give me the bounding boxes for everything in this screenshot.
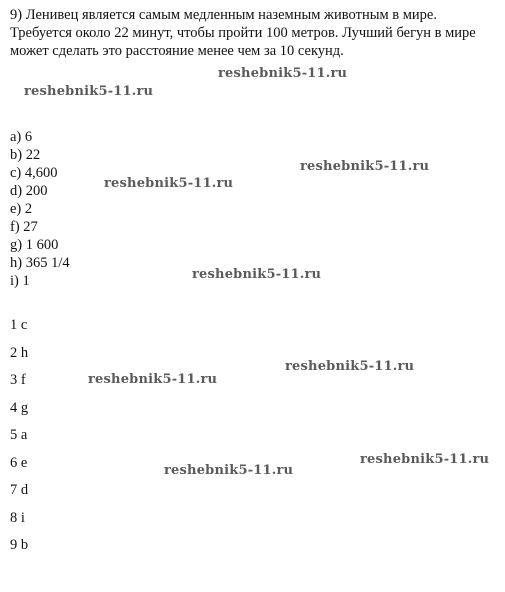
answer-item: 2 h	[10, 344, 29, 361]
option-item: d) 200	[10, 183, 48, 199]
watermark: reshebnik5-11.ru	[164, 463, 294, 478]
option-item: f) 27	[10, 219, 38, 235]
answer-item: 1 c	[10, 317, 28, 333]
watermark: reshebnik5-11.ru	[360, 452, 490, 467]
option-item: h) 365 1/4	[10, 255, 70, 271]
answer-item: 4 g	[10, 399, 29, 416]
watermark: reshebnik5-11.ru	[285, 359, 415, 374]
watermark: reshebnik5-11.ru	[88, 372, 218, 387]
answer-item: 9 b	[10, 537, 29, 553]
option-item: i) 1	[10, 273, 30, 289]
watermark: reshebnik5-11.ru	[104, 176, 234, 191]
answer-item: 3 f	[10, 372, 26, 388]
watermark: reshebnik5-11.ru	[218, 66, 348, 81]
watermark: reshebnik5-11.ru	[24, 84, 154, 99]
question-text: 9) Ленивец является самым медленным наземным животным в мире. Требуется около 22 минут, чтобы пройти 100 метров. Лучший бегун в мире может сделать это расстояние менее чем за 10 секунд.	[10, 7, 476, 59]
option-item: b) 22	[10, 147, 41, 163]
option-item: a) 6	[10, 129, 33, 145]
option-item: c) 4,600	[10, 165, 58, 181]
answer-item: 8 i	[10, 509, 25, 526]
answer-item: 6 e	[10, 454, 28, 471]
watermark: reshebnik5-11.ru	[192, 267, 322, 282]
answer-item: 5 a	[10, 427, 28, 443]
watermark: reshebnik5-11.ru	[300, 159, 430, 174]
answer-item: 7 d	[10, 482, 29, 498]
answer-key-list	[10, 316, 28, 564]
option-item: e) 2	[10, 201, 33, 217]
answer-options-list	[10, 128, 70, 290]
option-item: g) 1 600	[10, 237, 59, 253]
